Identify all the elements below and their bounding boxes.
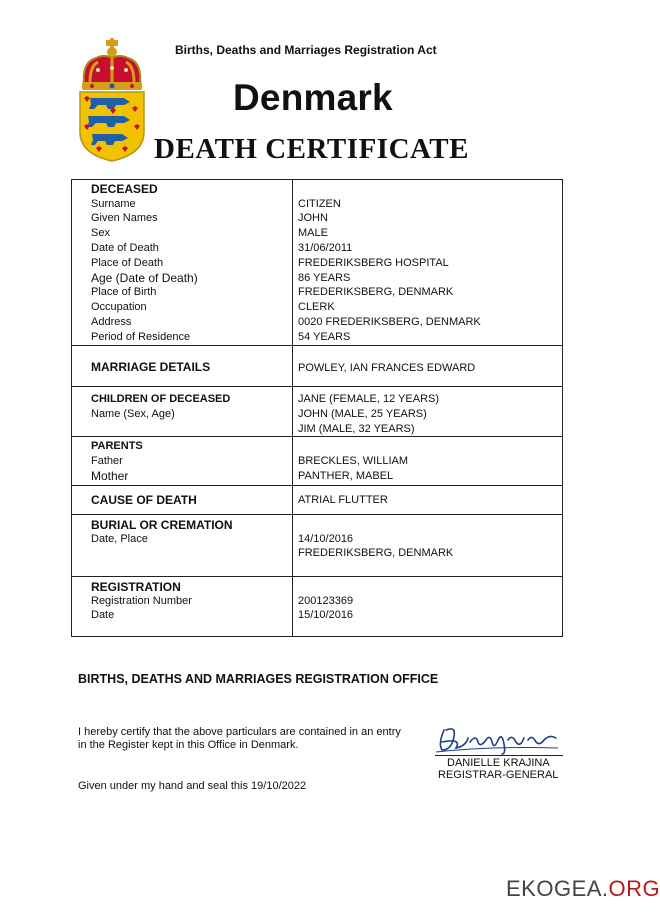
section-divider xyxy=(72,514,562,515)
certify-line-2: in the Register kept in this Office in Denmark. xyxy=(78,739,299,751)
act-title: Births, Deaths and Marriages Registration Act xyxy=(175,43,437,57)
signature-icon xyxy=(432,720,562,756)
father-label: Father xyxy=(91,455,123,467)
deceased-heading: DECEASED xyxy=(91,182,158,196)
watermark-org: ORG xyxy=(608,876,660,901)
signatory-name: DANIELLE KRAJINA xyxy=(447,757,550,769)
burial-label: Date, Place xyxy=(91,533,148,545)
section-divider xyxy=(72,485,562,486)
field-label: Date of Death xyxy=(91,242,159,254)
field-value: FREDERIKSBERG HOSPITAL xyxy=(298,257,449,269)
burial-date: 14/10/2016 xyxy=(298,533,354,545)
certificate-table xyxy=(71,179,563,637)
section-divider xyxy=(72,576,562,577)
child-entry: JANE (FEMALE, 12 YEARS) xyxy=(298,393,440,405)
field-value: MALE xyxy=(298,227,328,239)
field-value: CLERK xyxy=(298,301,335,313)
parents-heading: PARENTS xyxy=(91,440,143,452)
cause-value: ATRIAL FLUTTER xyxy=(298,494,388,506)
country-title: Denmark xyxy=(233,77,393,118)
field-label: Age (Date of Death) xyxy=(91,271,198,285)
given-under-hand: Given under my hand and seal this 19/10/2022 xyxy=(78,780,307,792)
children-heading: CHILDREN OF DECEASED xyxy=(91,393,231,405)
registration-date: 15/10/2016 xyxy=(298,609,354,621)
mother-value: PANTHER, MABEL xyxy=(298,470,394,482)
field-label: Given Names xyxy=(91,212,158,224)
father-value: BRECKLES, WILLIAM xyxy=(298,455,409,467)
watermark-dot: . xyxy=(601,876,609,901)
burial-heading: BURIAL OR CREMATION xyxy=(91,518,233,532)
watermark xyxy=(506,876,660,902)
field-label: Occupation xyxy=(91,301,147,313)
registration-number-label: Registration Number xyxy=(91,595,192,607)
field-label: Surname xyxy=(91,198,136,210)
burial-place: FREDERIKSBERG, DENMARK xyxy=(298,547,454,559)
registration-date-label: Date xyxy=(91,609,115,621)
column-divider xyxy=(292,180,293,636)
signature-line xyxy=(435,755,563,756)
document-title: DEATH CERTIFICATE xyxy=(154,133,469,165)
watermark-main: EKOGEA xyxy=(506,876,602,901)
field-label: Sex xyxy=(91,227,110,239)
field-label: Period of Residence xyxy=(91,331,191,343)
field-label: Address xyxy=(91,316,132,328)
field-label: Place of Birth xyxy=(91,286,157,298)
marriage-value: POWLEY, IAN FRANCES EDWARD xyxy=(298,362,476,374)
office-title: BIRTHS, DEATHS AND MARRIAGES REGISTRATION OFFICE xyxy=(78,672,439,686)
danish-coat-of-arms-icon xyxy=(76,40,148,162)
cause-heading: CAUSE OF DEATH xyxy=(91,493,197,507)
certify-line-1: I hereby certify that the above particulars are contained in an entry xyxy=(78,726,401,738)
child-entry: JIM (MALE, 32 YEARS) xyxy=(298,423,415,435)
section-divider xyxy=(72,436,562,437)
child-entry: JOHN (MALE, 25 YEARS) xyxy=(298,408,427,420)
field-value: CITIZEN xyxy=(298,198,341,210)
field-value: FREDERIKSBERG, DENMARK xyxy=(298,286,454,298)
section-divider xyxy=(72,345,562,346)
signatory-title: REGISTRAR-GENERAL xyxy=(438,769,559,781)
field-value: 0020 FREDERIKSBERG, DENMARK xyxy=(298,316,481,328)
field-value: 86 YEARS xyxy=(298,272,351,284)
marriage-heading: MARRIAGE DETAILS xyxy=(91,360,211,374)
registration-heading: REGISTRATION xyxy=(91,580,181,594)
registration-number: 200123369 xyxy=(298,595,354,607)
children-label: Name (Sex, Age) xyxy=(91,408,175,420)
field-value: 31/06/2011 xyxy=(298,242,353,254)
field-value: JOHN xyxy=(298,212,328,224)
field-label: Place of Death xyxy=(91,257,164,269)
section-divider xyxy=(72,386,562,387)
mother-label: Mother xyxy=(91,469,129,483)
field-value: 54 YEARS xyxy=(298,331,351,343)
